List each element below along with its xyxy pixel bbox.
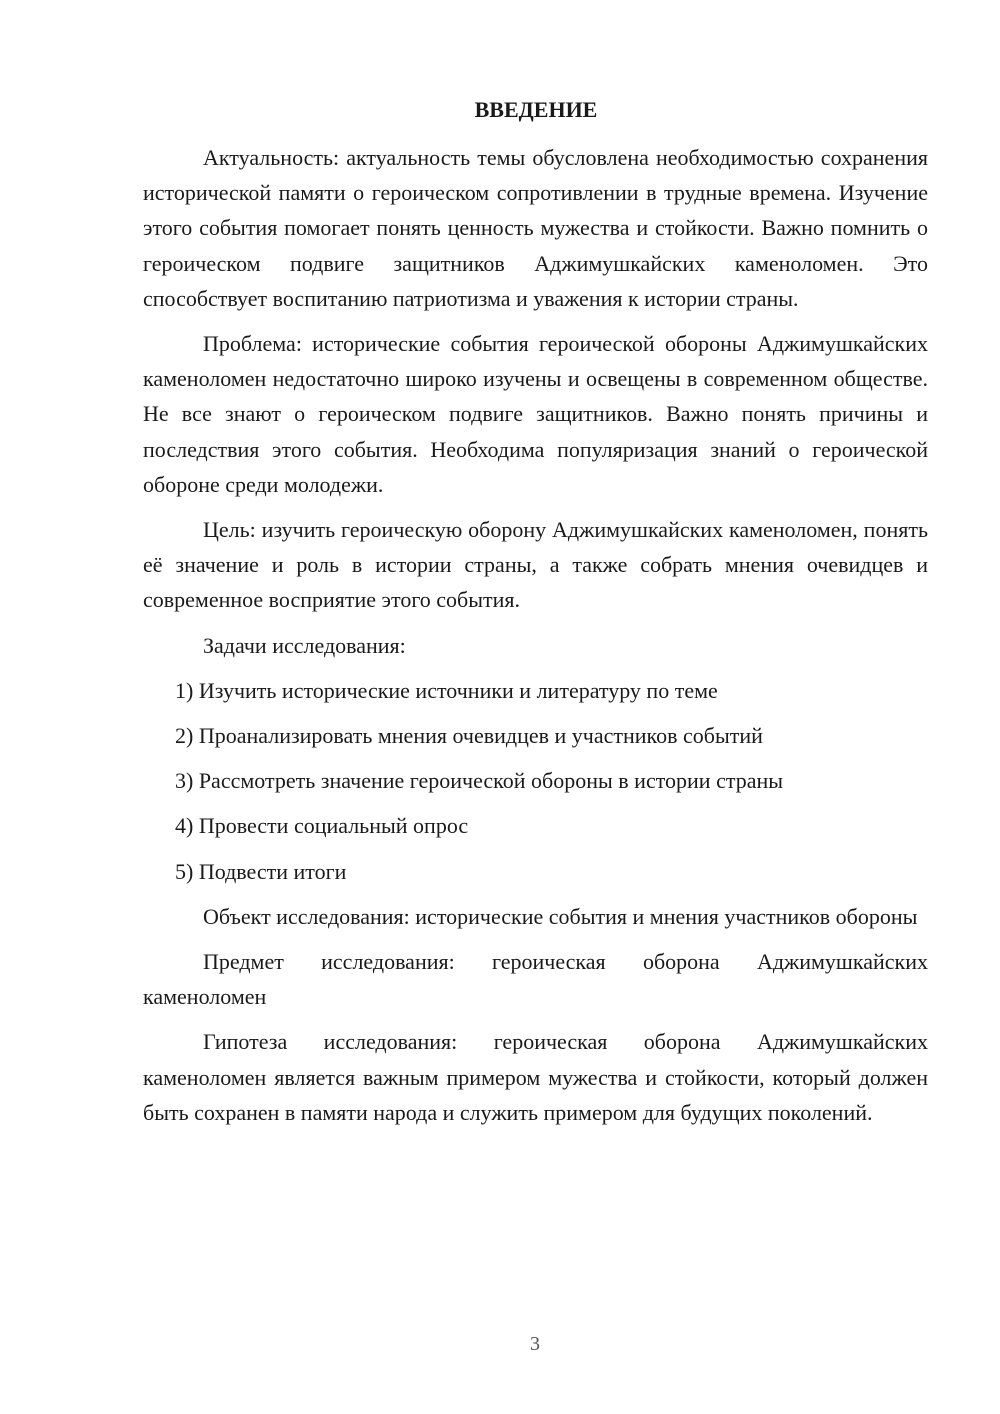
tasks-list [143,673,928,899]
goal-paragraph: Цель: изучить героическую оборону Аджимушкайских каменоломен, понять её значение и роль в истории страны, а также собрать мнения очевидцев и современное восприятие этого события. [143,517,928,613]
document-page [143,94,928,1140]
task-item: 4) Провести социальный опрос [175,813,469,839]
problem-paragraph: Проблема: исторические события героической обороны Аджимушкайских каменоломен недостаточно широко изучены и освещены в современном обществе. Не все знают о героическом подвиге защитников. Важно понять причины и последствия этого события. Необходима популяризация знаний о героической обороне среди молодежи. [143,331,928,497]
tasks-heading: Задачи исследования: [203,632,406,658]
task-item: 2) Проанализировать мнения очевидцев и участников событий [175,723,763,749]
relevance-paragraph: Актуальность: актуальность темы обусловлена необходимостью сохранения исторической памяти о героическом сопротивлении в трудные времена. Изучение этого события помогает понять ценность мужества и стойкости. Важно помнить о героическом подвиге защитников Аджимушкайских каменоломен. Это способствует воспитанию патриотизма и уважения к истории страны. [143,145,928,311]
hypothesis-paragraph: Гипотеза исследования: героическая оборона Аджимушкайских каменоломен является важным примером мужества и стойкости, который должен быть сохранен в памяти народа и служить примером для будущих поколений. [143,1029,928,1125]
task-item: 5) Подвести итоги [175,858,347,884]
object-paragraph: Объект исследования: исторические события и мнения участников обороны [203,903,918,929]
task-item: 1) Изучить исторические источники и литературу по теме [175,677,718,703]
task-item: 3) Рассмотреть значение героической обороны в истории страны [175,768,784,794]
page-title: ВВЕДЕНИЕ [474,97,598,122]
page-number: 3 [530,1333,540,1355]
subject-paragraph: Предмет исследования: героическая оборона Аджимушкайских каменоломен [143,948,928,1010]
